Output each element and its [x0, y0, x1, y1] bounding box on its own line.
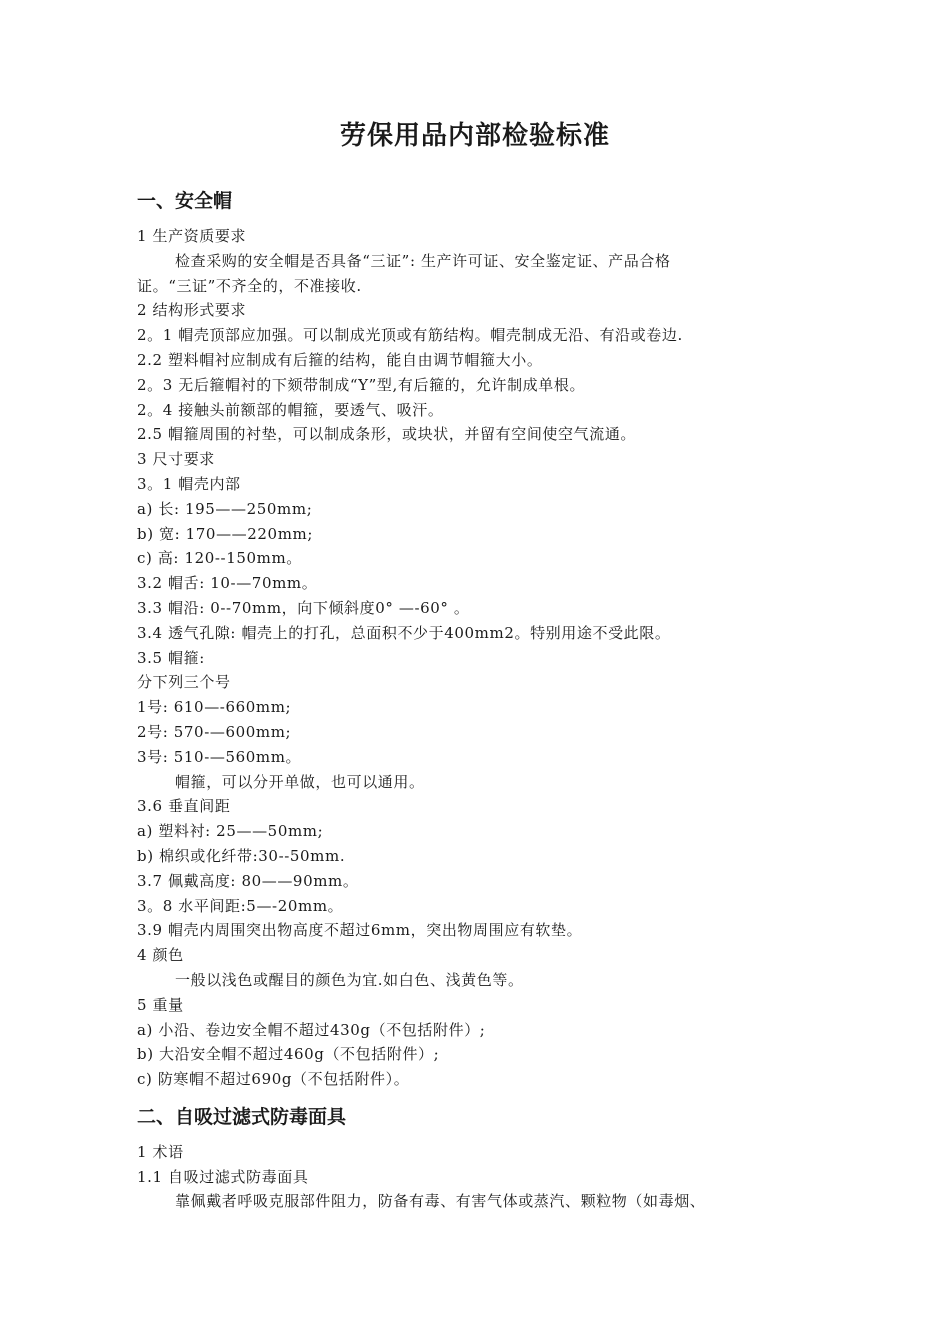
- paragraph-line: 靠佩戴者呼吸克服部件阻力，防备有毒、有害气体或蒸汽、颗粒物（如毒烟、: [175, 1192, 706, 1211]
- document-title: 劳保用品内部检验标准: [339, 121, 610, 151]
- paragraph-line: 3.9 帽壳内周围突出物高度不超过6mm，突出物周围应有软垫。: [137, 921, 583, 940]
- paragraph-line: b) 宽: 170——220mm;: [137, 524, 314, 543]
- paragraph-line: 1号: 610—-660mm;: [137, 698, 292, 717]
- paragraph-line: c) 防寒帽不超过690g（不包括附件）。: [137, 1070, 410, 1089]
- paragraph-line: 3 尺寸要求: [137, 450, 215, 469]
- paragraph-line: 2.5 帽箍周围的衬垫，可以制成条形，或块状，并留有空间使空气流通。: [137, 425, 637, 444]
- section-heading-safety-helmet: 一、安全帽: [137, 190, 233, 212]
- paragraph-line: a) 小沿、卷边安全帽不超过430g（不包括附件）;: [137, 1020, 486, 1039]
- paragraph-line: 3。8 水平间距:5—-20mm。: [137, 896, 344, 915]
- paragraph-line: 3号: 510-—560mm。: [137, 747, 302, 766]
- paragraph-line: 4 颜色: [137, 946, 184, 965]
- section-heading-gas-mask: 二、自吸过滤式防毒面具: [137, 1105, 347, 1128]
- paragraph-line: 1 生产资质要求: [137, 227, 247, 245]
- paragraph-line: b) 大沿安全帽不超过460g（不包括附件）;: [137, 1045, 440, 1064]
- document-body: [137, 182, 827, 1214]
- paragraph-line: 检查采购的安全帽是否具备“三证”: 生产许可证、安全鉴定证、产品合格: [175, 251, 671, 270]
- paragraph-line: 帽箍，可以分开单做，也可以通用。: [175, 772, 425, 791]
- paragraph-line: 2 结构形式要求: [137, 301, 247, 320]
- paragraph-line: 2。1 帽壳顶部应加强。可以制成光顶或有筋结构。帽壳制成无沿、有沿或卷边.: [137, 326, 683, 345]
- paragraph-line: 2。4 接触头前额部的帽箍，要透气、吸汗。: [137, 400, 444, 419]
- paragraph-line: 5 重量: [137, 995, 184, 1014]
- paragraph-line: 一般以浅色或醒目的颜色为宜.如白色、浅黄色等。: [175, 970, 524, 989]
- paragraph-line: 2。3 无后箍帽衬的下颏带制成“Y”型,有后箍的，允许制成单根。: [137, 375, 586, 394]
- paragraph-line: 证。“三证”不齐全的，不准接收.: [137, 276, 362, 295]
- paragraph-line: 2.2 塑料帽衬应制成有后箍的结构，能自由调节帽箍大小。: [137, 350, 543, 369]
- paragraph-line: 3.4 透气孔隙: 帽壳上的打孔，总面积不少于400mm2。特别用途不受此限。: [137, 623, 671, 642]
- paragraph-line: a) 长: 195——250mm;: [137, 499, 313, 518]
- paragraph-line: 3.2 帽舌: 10-—70mm。: [137, 574, 318, 593]
- paragraph-line: 3.3 帽沿: 0--70mm，向下倾斜度0° —-60° 。: [137, 598, 470, 617]
- paragraph-line: a) 塑料衬: 25——50mm;: [137, 822, 324, 841]
- paragraph-line: 3.7 佩戴高度: 80——90mm。: [137, 871, 359, 890]
- paragraph-line: 3.5 帽箍:: [137, 648, 205, 667]
- paragraph-line: 分下列三个号: [137, 673, 231, 692]
- paragraph-line: b) 棉织或化纤带:30--50mm.: [137, 846, 346, 865]
- paragraph-line: 2号: 570-—600mm;: [137, 722, 292, 741]
- paragraph-line: 1.1 自吸过滤式防毒面具: [137, 1167, 309, 1186]
- paragraph-line: 3.6 垂直间距: [137, 797, 231, 816]
- paragraph-line: 3。1 帽壳内部: [137, 474, 241, 493]
- paragraph-line: c) 高: 120--150mm。: [137, 549, 302, 568]
- paragraph-line: 1 术语: [137, 1142, 184, 1161]
